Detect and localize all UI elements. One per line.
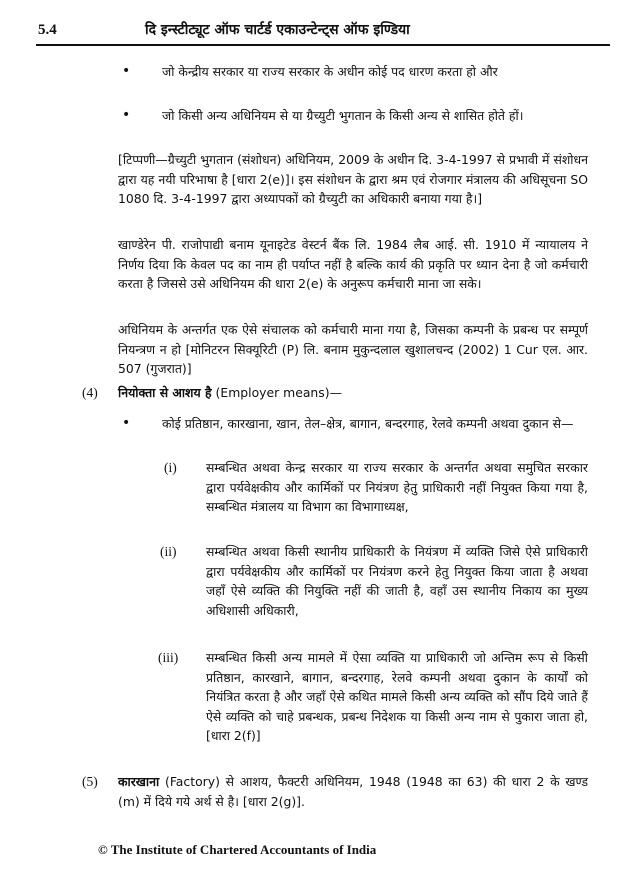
- sub-item-text: सम्बन्धित किसी अन्य मामले में ऐसा व्यक्ति या प्राधिकारी जो अन्तिम रूप से किसी प्रतिष्ठान, कारखाने, बागान, बन्दरगाह, रेलवे कम्पनी अथवा दुकान के कार्यों को नियंत्रित करता है और जहाँ ऐसे कथित मामले किसी अन्य व्यक्ति को सौंप दिये जाते हैं ऐसे व्यक्ति को चाहे प्रबन्धक, प्रबन्ध निदेशक या किसी अन्य नाम से पुकारा जाता हो, [धारा 2(f)]: [206, 650, 588, 743]
- running-header-title: दि इन्स्टीट्यूट ऑफ चार्टर्ड एकाउन्टेन्ट्स ऑफ इण्डिया: [145, 22, 410, 38]
- section-number: (5): [82, 774, 98, 789]
- bullet-symbol: •: [122, 63, 131, 79]
- sub-item-text: सम्बन्धित अथवा किसी स्थानीय प्राधिकारी के नियंत्रण में व्यक्ति जिसे ऐसे प्राधिकारी द्वारा पर्यवेक्षकीय और कार्मिकों पर नियंत्रण करने हेतु नियुक्त किया जाता है अथवा जहाँ ऐसे व्यक्ति की नियुक्ति नहीं की जाती है, वहाँ उस स्थानीय निकाय का मुख्य अधिशासी अधिकारी,: [206, 544, 588, 618]
- bullet-item: कोई प्रतिष्ठान, कारखाना, खान, तेल–क्षेत्र, बागान, बन्दरगाह, रेलवे कम्पनी अथवा दुकान से—: [162, 416, 574, 431]
- bullet-item: जो केन्द्रीय सरकार या राज्य सरकार के अधीन कोई पद धारण करता हो और: [162, 64, 498, 79]
- section-heading-hindi: कारखाना: [118, 774, 160, 789]
- sub-item-label: (i): [164, 460, 177, 475]
- section-number: (4): [82, 385, 98, 400]
- sub-item-label: (ii): [160, 544, 177, 559]
- bullet-item: जो किसी अन्य अधिनियम से या ग्रैच्युटी भुगतान के किसी अन्य से शासित होते हों।: [162, 108, 524, 123]
- page-number: 5.4: [38, 22, 57, 38]
- note-paragraph: [टिप्पणी—ग्रैच्युटी भुगतान (संशोधन) अधिनियम, 2009 के अधीन दि. 3-4-1997 से प्रभावी में संशोधन द्वारा यह नयी परिभाषा है [धारा 2(e)]। इस संशोधन के द्वारा श्रम एवं रोजगार मंत्रालय की अधिसूचना SO 1080 दि. 3-4-1997 द्वारा अध्यापकों को ग्रैच्युटी का अधिकारी बनाया गया है।]: [118, 152, 588, 206]
- case-law-paragraph: अधिनियम के अन्तर्गत एक ऐसे संचालक को कर्मचारी माना गया है, जिसका कम्पनी के प्रबन्ध पर सम्पूर्ण नियन्त्रण न हो [मोनिटरन सिक्यूरिटी (P) लि. बनाम मुकुन्दलाल खुशालचन्द (2002) 1 Cur एल. आर. 507 (गुजरात)]: [118, 322, 588, 376]
- header-rule: [36, 44, 610, 46]
- section-text: (Factory) से आशय, फैक्टरी अधिनियम, 1948 (1948 का 63) की धारा 2 के खण्ड (m) में दिये गये अर्थ से है। [धारा 2(g)].: [118, 774, 588, 809]
- footer-copyright: © The Institute of Chartered Accountants of India: [98, 842, 377, 857]
- case-law-paragraph: खाण्डेरेन पी. राजोपाद्यी बनाम यूनाइटेड वेस्टर्न बैंक लि. 1984 लैब आई. सी. 1910 में न्यायालय ने निर्णय दिया कि केवल पद का नाम ही पर्याप्त नहीं है बल्कि कार्य की प्रकृति पर ध्यान देना है जो कर्मचारी करता है जिससे उसे अधिनियम की धारा 2(e) के अनुरूप कर्मचारी माना जा सके।: [118, 237, 588, 291]
- section-heading: [118, 383, 588, 403]
- bullet-symbol: •: [122, 107, 131, 123]
- sub-item-label: (iii): [158, 650, 179, 665]
- section-paragraph: [118, 772, 588, 811]
- bullet-symbol: •: [122, 415, 131, 431]
- section-heading-english: (Employer means)—: [215, 385, 342, 400]
- section-heading-hindi: नियोक्ता से आशय है: [118, 385, 212, 400]
- sub-item-text: सम्बन्धित अथवा केन्द्र सरकार या राज्य सरकार के अन्तर्गत अथवा समुचित सरकार द्वारा पर्यवेक्षकीय और कार्मिकों पर नियंत्रण हेतु प्राधिकारी नहीं नियुक्त किया गया है, सम्बन्धित मंत्रालय या विभाग का विभागाध्यक्ष,: [206, 460, 588, 514]
